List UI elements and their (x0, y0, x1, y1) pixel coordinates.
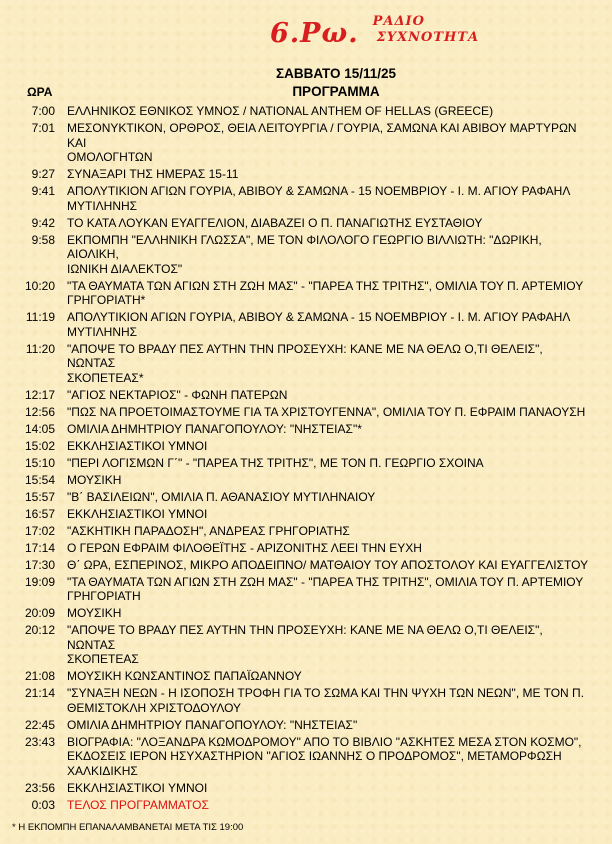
schedule-row (0, 233, 612, 279)
schedule-row (0, 167, 612, 184)
schedule-time: 9:27 (31, 167, 55, 181)
schedule-row (0, 310, 612, 342)
schedule-time: 15:57 (24, 489, 55, 504)
schedule-row (0, 798, 612, 815)
schedule-title: "ΣΥΝΑΞΗ ΝΕΩΝ - Η ΙΣΟΠΟΣΗ ΤΡΟΦΗ ΓΙΑ ΤΟ ΣΩΜΑ ΚΑΙ ΤΗΝ ΨΥΧΗ ΤΩΝ ΝΕΩΝ", ΜΕ ΤΟΝ Π. ΘΕΜΙΣΤΟΚΛΗ ΧΡΙΣΤΟΔΟΥΛΟΥ (67, 686, 585, 715)
schedule-time: 19:09 (24, 574, 55, 589)
schedule-title: "Β΄ ΒΑΣΙΛΕΙΩΝ", ΟΜΙΛΙΑ Π. ΑΘΑΝΑΣΙΟΥ ΜΥΤΙΛΗΝΑΙΟΥ (67, 489, 376, 504)
schedule-time: 0:03 (31, 797, 55, 812)
schedule-row (0, 524, 612, 541)
schedule-row (0, 606, 612, 623)
schedule-row (0, 216, 612, 233)
schedule-title: ΒΙΟΓΡΑΦΙΑ: "ΛΟΞΑΝΔΡΑ ΚΩΜΟΔΡΟΜΟΥ" ΑΠΟ ΤΟ ΒΙΒΛΙΟ "ΑΣΚΗΤΕΣ ΜΕΣΑ ΣΤΟΝ ΚΟΣΜΟ", ΕΚΔΟΣΕΙΣ ΙΕΡΟΝ ΗΣΥΧΑΣΤΗΡΙΟΝ "ΑΓΙΟΣ ΙΩΑΝΝΗΣ Ο ΠΡΟΔΡΟΜΟΣ", ΜΕΤΑΜΟΡΦΩΣΗ ΧΑΛΚΙΔΙΚΗΣ (67, 734, 582, 778)
schedule-title: "ΤΑ ΘΑΥΜΑΤΑ ΤΩΝ ΑΓΙΩΝ ΣΤΗ ΖΩΗ ΜΑΣ" - "ΠΑΡΕΑ ΤΗΣ ΤΡΙΤΗΣ", ΟΜΙΛΙΑ ΤΟΥ Π. ΑΡΤΕΜΙΟΥ ΓΡΗΓΟΡΙΑΤΗ (67, 574, 584, 603)
schedule-time: 17:14 (24, 540, 55, 555)
schedule-title: ΕΚΚΛΗΣΙΑΣΤΙΚΟΙ ΥΜΝΟΙ (67, 780, 208, 795)
schedule-row (0, 388, 612, 405)
schedule-time: 9:41 (31, 184, 55, 198)
schedule-row (0, 541, 612, 558)
schedule-title: ΜΕΣΟΝΥΚΤΙΚΟΝ, ΟΡΘΡΟΣ, ΘΕΙΑ ΛΕΙΤΟΥΡΓΙΑ / ΓΟΥΡΙΑ, ΣΑΜΩΝΑ ΚΑΙ ΑΒΙΒΟΥ ΜΑΡΤΥΡΩΝ ΚΑΙ ΟΜΟΛΟΓΗΤΩΝ (67, 121, 577, 164)
schedule-title: "ΑΣΚΗΤΙΚΗ ΠΑΡΑΔΟΣΗ", ΑΝΔΡΕΑΣ ΓΡΗΓΟΡΙΑΤΗΣ (67, 523, 350, 538)
program-end-label: ΤΕΛΟΣ ΠΡΟΓΡΑΜΜΑΤΟΣ (67, 797, 209, 812)
schedule-title: ΑΠΟΛΥΤΙΚΙΟΝ ΑΓΙΩΝ ΓΟΥΡΙΑ, ΑΒΙΒΟΥ & ΣΑΜΩΝΑ - 15 ΝΟΕΜΒΡΙΟΥ - Ι. Μ. ΑΓΙΟΥ ΡΑΦΑΗΛ ΜΥΤΙΛΗΝΗΣ (67, 310, 571, 339)
schedule-row (0, 669, 612, 686)
schedule-title: ΜΟΥΣΙΚΗ (67, 472, 122, 487)
schedule-title: ΕΚΠΟΜΠΗ "ΕΛΛΗΝΙΚΗ ΓΛΩΣΣΑ", ΜΕ ΤΟΝ ΦΙΛΟΛΟΓΟ ΓΕΩΡΓΙΟ ΒΙΛΛΙΩΤΗ: "ΔΩΡΙΚΗ, ΑΙΟΛΙΚΗ, ΙΩΝΙΚΗ ΔΙΑΛΕΚΤΟΣ" (67, 232, 542, 276)
schedule-time: 7:00 (31, 104, 55, 118)
schedule-list (0, 104, 612, 815)
schedule-time: 12:56 (24, 404, 55, 419)
schedule-title: "ΤΑ ΘΑΥΜΑΤΑ ΤΩΝ ΑΓΙΩΝ ΣΤΗ ΖΩΗ ΜΑΣ" - "ΠΑΡΕΑ ΤΗΣ ΤΡΙΤΗΣ", ΟΜΙΛΙΑ ΤΟΥ Π. ΑΡΤΕΜΙΟΥ ΓΡΗΓΟΡΙΑΤΗ* (67, 278, 584, 307)
schedule-row (0, 121, 612, 167)
schedule-time: 7:01 (31, 121, 55, 135)
schedule-time: 17:30 (24, 557, 55, 572)
schedule-time: 9:42 (31, 215, 55, 230)
time-column-header: ΩΡΑ (27, 85, 53, 99)
schedule-title: ΕΚΚΛΗΣΙΑΣΤΙΚΟΙ ΥΜΝΟΙ (67, 438, 208, 453)
schedule-row (0, 184, 612, 216)
schedule-time: 21:08 (24, 669, 55, 683)
schedule-time: 15:02 (24, 438, 55, 453)
logo-mark: 6.Ρω. (270, 18, 359, 49)
schedule-row (0, 439, 612, 456)
schedule-title: ΟΜΙΛΙΑ ΔΗΜΗΤΡΙΟΥ ΠΑΝΑΓΟΠΟΥΛΟΥ: "ΝΗΣΤΕΙΑΣ"* (67, 421, 362, 436)
schedule-title: ΣΥΝΑΞΑΡΙ ΤΗΣ ΗΜΕΡΑΣ 15-11 (67, 167, 239, 181)
schedule-time: 9:58 (31, 232, 55, 247)
schedule-title: ΕΛΛΗΝΙΚΟΣ ΕΘΝΙΚΟΣ ΥΜΝΟΣ / NATIONAL ANTHEM OF HELLAS (GREECE) (67, 104, 494, 118)
schedule-row (0, 623, 612, 669)
schedule-row (0, 279, 612, 311)
schedule-title: Ο ΓΕΡΩΝ ΕΦΡΑΙΜ ΦΙΛΟΘΕΪΤΗΣ - ΑΡΙΖΟΝΙΤΗΣ ΛΕΕΙ ΤΗΝ ΕΥΧΗ (67, 540, 422, 555)
schedule-time: 23:43 (24, 734, 55, 749)
repeat-footnote: * Η ΕΚΠΟΜΠΗ ΕΠΑΝΑΛΑΜΒΑΝΕΤΑΙ ΜΕΤΑ ΤΙΣ 19:00 (12, 822, 244, 833)
schedule-time: 20:09 (24, 606, 55, 620)
schedule-time: 12:17 (24, 387, 55, 402)
schedule-title: ΑΠΟΛΥΤΙΚΙΟΝ ΑΓΙΩΝ ΓΟΥΡΙΑ, ΑΒΙΒΟΥ & ΣΑΜΩΝΑ - 15 ΝΟΕΜΒΡΙΟΥ - Ι. Μ. ΑΓΙΟΥ ΡΑΦΑΗΛ ΜΥΤΙΛΗΝΗΣ (67, 184, 571, 213)
schedule-row (0, 735, 612, 781)
schedule-time: 14:05 (24, 421, 55, 436)
schedule-title: Θ΄ ΩΡΑ, ΕΣΠΕΡΙΝΟΣ, ΜΙΚΡΟ ΑΠΟΔΕΙΠΝΟ/ ΜΑΤΘΑΙΟΥ ΤΟΥ ΑΠΟΣΤΟΛΟΥ ΚΑΙ ΕΥΑΓΓΕΛΙΣΤΟΥ (67, 557, 589, 572)
schedule-time: 15:54 (24, 472, 55, 487)
schedule-title: "ΑΠΟΨΕ ΤΟ ΒΡΑΔΥ ΠΕΣ ΑΥΤΗΝ ΤΗΝ ΠΡΟΣΕΥΧΗ: ΚΑΝΕ ΜΕ ΝΑ ΘΕΛΩ Ο,ΤΙ ΘΕΛΕΙΣ", ΝΩΝΤΑΣ ΣΚΟΠΕΤΕΑΣ (67, 623, 543, 666)
schedule-title: "ΠΕΡΙ ΛΟΓΙΣΜΩΝ Γ΄" - "ΠΑΡΕΑ ΤΗΣ ΤΡΙΤΗΣ", ΜΕ ΤΟΝ Π. ΓΕΩΡΓΙΟ ΣΧΟΙΝΑ (67, 455, 484, 470)
program-heading: ΠΡΟΓΡΑΜΜΑ (292, 84, 380, 99)
schedule-time: 11:20 (25, 341, 55, 356)
schedule-time: 23:56 (24, 780, 55, 795)
schedule-title: ΜΟΥΣΙΚΗ ΚΩΝΣΑΝΤΙΝΟΣ ΠΑΠΑΪΩΑΝΝΟΥ (67, 669, 302, 683)
schedule-row (0, 473, 612, 490)
schedule-row (0, 104, 612, 121)
schedule-date: ΣΑΒΒΑΤΟ 15/11/25 (275, 66, 397, 81)
schedule-row (0, 405, 612, 422)
schedule-title: "ΑΓΙΟΣ ΝΕΚΤΑΡΙΟΣ" - ΦΩΝΗ ΠΑΤΕΡΩΝ (67, 387, 288, 402)
schedule-row (0, 456, 612, 473)
schedule-time: 17:02 (24, 523, 55, 538)
schedule-title: ΟΜΙΛΙΑ ΔΗΜΗΤΡΙΟΥ ΠΑΝΑΓΟΠΟΥΛΟΥ: "ΝΗΣΤΕΙΑΣ" (67, 717, 358, 732)
schedule-row (0, 558, 612, 575)
schedule-row (0, 342, 612, 388)
logo-word-radio: ΡΑΔΙΟ (372, 14, 425, 29)
logo-word-frequency: ΣΥΧΝΟΤΗΤΑ (376, 30, 480, 45)
schedule-title: ΜΟΥΣΙΚΗ (67, 606, 122, 620)
schedule-title: "ΠΩΣ ΝΑ ΠΡΟΕΤΟΙΜΑΣΤΟΥΜΕ ΓΙΑ ΤΑ ΧΡΙΣΤΟΥΓΕΝΝΑ", ΟΜΙΛΙΑ ΤΟΥ Π. ΕΦΡΑΙΜ ΠΑΝΑΟΥΣΗ (67, 404, 586, 419)
schedule-row (0, 422, 612, 439)
schedule-row (0, 507, 612, 524)
logo-wordmark (373, 14, 479, 46)
schedule-row (0, 686, 612, 718)
schedule-row (0, 575, 612, 607)
schedule-title: ΕΚΚΛΗΣΙΑΣΤΙΚΟΙ ΥΜΝΟΙ (67, 506, 208, 521)
schedule-row (0, 718, 612, 735)
station-logo (270, 14, 479, 49)
schedule-time: 21:14 (24, 686, 55, 700)
schedule-time: 15:10 (24, 455, 55, 470)
schedule-title: ΤΟ ΚΑΤΑ ΛΟΥΚΑΝ ΕΥΑΓΓΕΛΙΟΝ, ΔΙΑΒΑΖΕΙ Ο Π. ΠΑΝΑΓΙΩΤΗΣ ΕΥΣΤΑΘΙΟΥ (67, 215, 483, 230)
schedule-time: 10:20 (24, 278, 55, 293)
schedule-time: 20:12 (24, 623, 55, 637)
schedule-title: "ΑΠΟΨΕ ΤΟ ΒΡΑΔΥ ΠΕΣ ΑΥΤΗΝ ΤΗΝ ΠΡΟΣΕΥΧΗ: ΚΑΝΕ ΜΕ ΝΑ ΘΕΛΩ Ο,ΤΙ ΘΕΛΕΙΣ", ΝΩΝΤΑΣ ΣΚΟΠΕΤΕΑΣ* (67, 341, 543, 385)
schedule-time: 16:57 (24, 506, 55, 521)
schedule-time: 11:19 (25, 310, 55, 324)
schedule-row (0, 781, 612, 798)
schedule-time: 22:45 (24, 717, 55, 732)
schedule-row (0, 490, 612, 507)
